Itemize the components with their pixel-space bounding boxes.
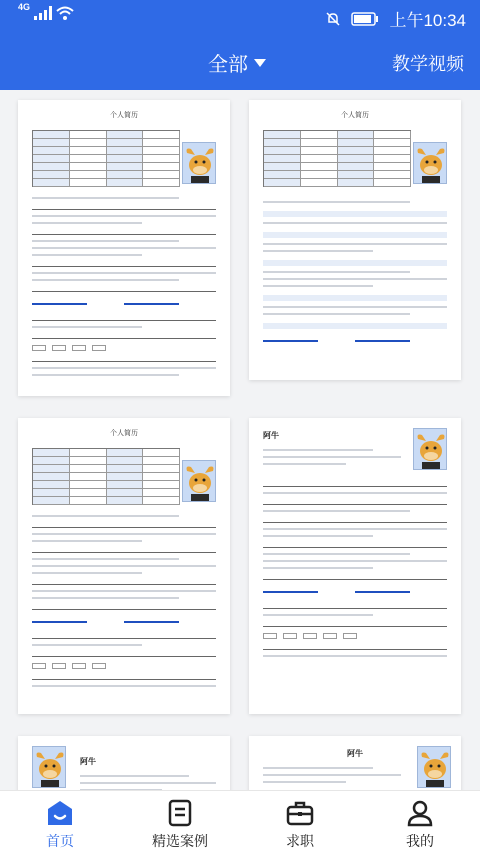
bull-mascot-icon xyxy=(183,143,216,184)
bull-mascot-icon xyxy=(33,747,66,788)
bull-mascot-icon xyxy=(418,747,451,788)
tab-featured-cases[interactable] xyxy=(120,791,240,853)
tab-job-search[interactable] xyxy=(240,791,360,853)
caret-down-icon xyxy=(254,59,266,67)
bull-mascot-icon xyxy=(183,461,216,502)
tab-profile-label: 我的 xyxy=(406,833,434,849)
resume-avatar xyxy=(182,460,216,502)
resume-body xyxy=(263,196,447,347)
resume-avatar xyxy=(32,746,66,788)
resume-info-table xyxy=(32,448,180,505)
tab-featured-cases-label: 精选案例 xyxy=(152,833,208,849)
signal-icon xyxy=(34,6,52,20)
resume-avatar xyxy=(413,428,447,470)
bull-mascot-icon xyxy=(414,143,447,184)
resume-contact xyxy=(263,762,401,783)
clock: 上午10:34 xyxy=(389,11,466,30)
resume-name: 阿牛 xyxy=(263,431,279,440)
resume-contact xyxy=(80,770,216,790)
bull-mascot-icon xyxy=(414,429,447,470)
network-type: 4G xyxy=(18,2,31,12)
tutorial-video-link[interactable]: 教学视频 xyxy=(392,54,464,74)
status-bar xyxy=(0,0,480,34)
resume-template-card[interactable] xyxy=(249,100,461,380)
resume-body xyxy=(32,510,216,687)
tab-home-label: 首页 xyxy=(46,833,74,849)
user-icon xyxy=(406,799,434,827)
resume-template-card[interactable] xyxy=(18,100,230,396)
resume-title: 个人简历 xyxy=(110,430,138,437)
resume-body xyxy=(32,192,216,376)
wifi-icon xyxy=(56,6,74,20)
battery-icon xyxy=(351,12,379,26)
mute-bell-icon xyxy=(325,11,341,27)
category-filter-label: 全部 xyxy=(208,54,248,76)
tab-job-search-label: 求职 xyxy=(286,833,314,849)
resume-avatar xyxy=(413,142,447,184)
resume-contact xyxy=(263,444,401,465)
document-icon xyxy=(166,799,194,827)
resume-template-card[interactable] xyxy=(18,736,230,790)
resume-title: 个人简历 xyxy=(341,112,369,119)
resume-title: 个人简历 xyxy=(110,112,138,119)
tab-profile[interactable] xyxy=(360,791,480,853)
top-header xyxy=(0,34,480,90)
resume-info-table xyxy=(32,130,180,187)
resume-template-card[interactable] xyxy=(249,418,461,714)
resume-name: 阿牛 xyxy=(347,749,363,758)
home-icon xyxy=(46,799,74,827)
resume-avatar xyxy=(182,142,216,184)
tab-home[interactable] xyxy=(0,791,120,853)
resume-body xyxy=(263,476,447,657)
bottom-tab-bar xyxy=(0,790,480,853)
resume-name: 阿牛 xyxy=(80,757,96,766)
resume-template-card[interactable] xyxy=(249,736,461,790)
category-filter[interactable] xyxy=(208,48,266,77)
template-grid xyxy=(0,90,480,790)
resume-info-table xyxy=(263,130,411,187)
resume-avatar xyxy=(417,746,451,788)
status-right xyxy=(325,6,466,31)
resume-template-card[interactable] xyxy=(18,418,230,714)
briefcase-icon xyxy=(286,799,314,827)
status-left xyxy=(18,2,74,20)
